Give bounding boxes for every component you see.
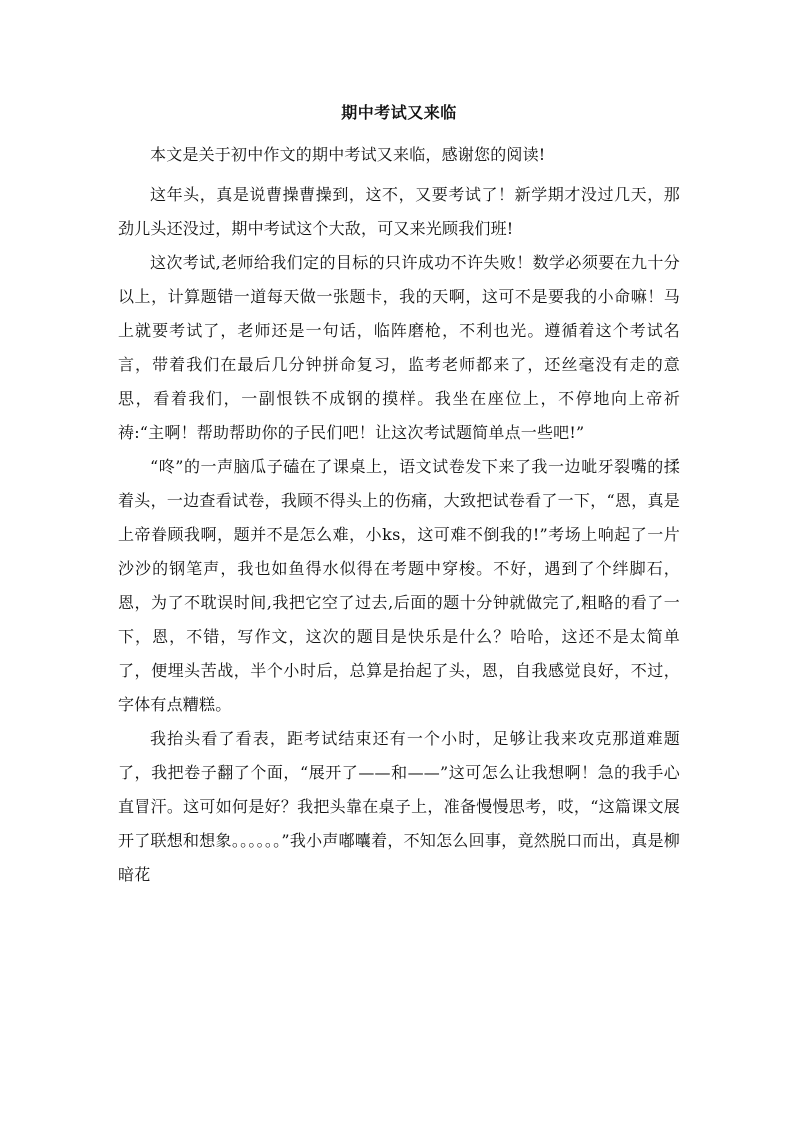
body-paragraph-2: 这次考试,老师给我们定的目标的只许成功不许失败！数学必须要在九十分以上，计算题错一道每天做一张题卡，我的天啊，这可不是要我的小命嘛！马上就要考试了，老师还是一句话，临阵磨枪，不利也光。遵循着这个考试名言，带着我们在最后几分钟拼命复习，监考老师都来了，还丝毫没有走的意思，看着我们，一副恨铁不成钢的摸样。我坐在座位上，不停地向上帝祈祷:“主啊！帮助帮助你的子民们吧！让这次考试题简单点一些吧!” xyxy=(118,253,680,442)
body-paragraph-4: 我抬头看了看表，距考试结束还有一个小时，足够让我来攻克那道难题了，我把卷子翻了个面，“展开了——和——”这可怎么让我想啊！急的我手心直冒汗。这可如何是好？我把头靠在桌子上，准备慢慢思考，哎，“这篇课文展开了联想和想象。。。。。。”我小声嘟囔着，不知怎么回事，竟然脱口而出，真是柳暗花 xyxy=(118,729,680,884)
document-title: 期中考试又来临 xyxy=(341,103,457,122)
body-paragraph-1: 这年头，真是说曹操曹操到，这不，又要考试了！新学期才没过几天，那劲儿头还没过，期中考试这个大敌，可又来光顾我们班! xyxy=(118,185,680,238)
document-page xyxy=(118,98,680,892)
intro-paragraph: 本文是关于初中作文的期中考试又来临，感谢您的阅读! xyxy=(150,145,546,164)
body-paragraph-3: “咚”的一声脑瓜子磕在了课桌上，语文试卷发下来了我一边呲牙裂嘴的揉着头，一边查看试卷，我顾不得头上的伤痛，大致把试卷看了一下，“恩，真是上帝眷顾我啊，题并不是怎么难，小ks，这可难不倒我的!”考场上响起了一片沙沙的钢笔声，我也如鱼得水似得在考题中穿梭。不好，遇到了个绊脚石，恩，为了不耽误时间,我把它空了过去,后面的题十分钟就做完了,粗略的看了一下，恩，不错，写作文，这次的题目是快乐是什么？哈哈，这还不是太简单了，便埋头苦战，半个小时后，总算是抬起了头，恩，自我感觉良好，不过，字体有点糟糕。 xyxy=(118,457,680,714)
